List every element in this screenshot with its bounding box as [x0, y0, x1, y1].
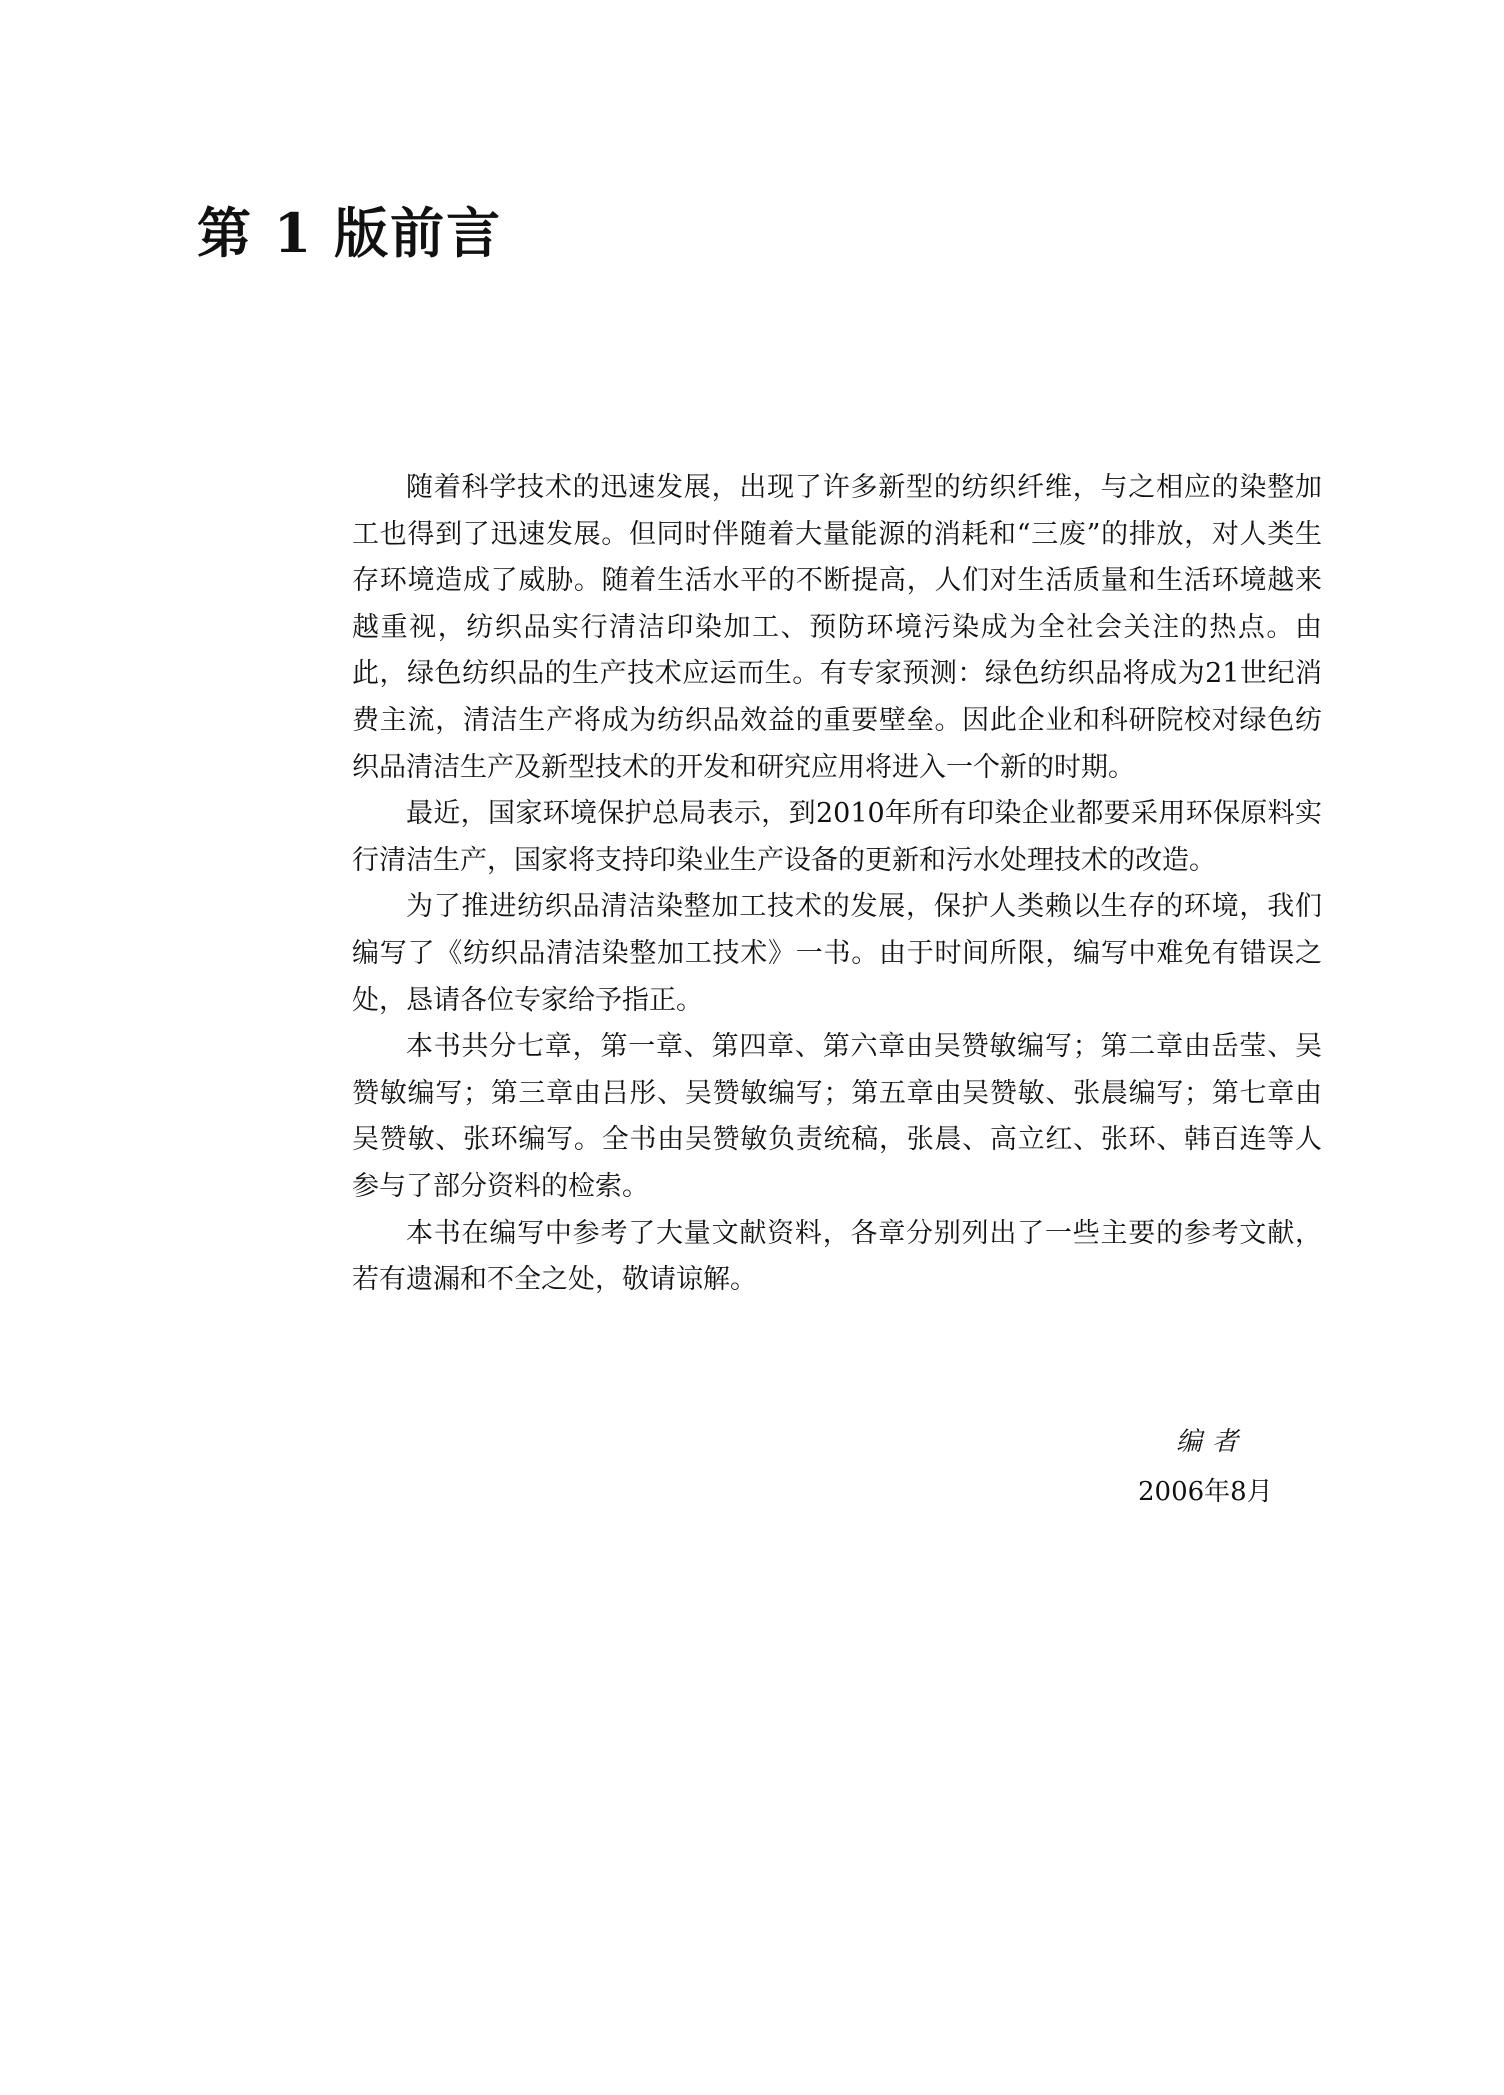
preface-paragraph-2: 最近，国家环境保护总局表示，到2010年所有印染企业都要采用环保原料实行清洁生产，国家将支持印染业生产设备的更新和污水处理技术的改造。 [352, 798, 1322, 876]
preface-paragraph-1: 随着科学技术的迅速发展，出现了许多新型的纺织纤维，与之相应的染整加工也得到了迅速发展。但同时伴随着大量能源的消耗和“三废”的排放，对人类生存环境造成了威胁。随着生活水平的不断提高，人们对生活质量和生活环境越来越重视，纺织品实行清洁印染加工、预防环境污染成为全社会关注的热点。由此，绿色纺织品的生产技术应运而生。有专家预测：绿色纺织品将成为21世纪消费主流，清洁生产将成为纺织品效益的重要壁垒。因此企业和科研院校对绿色纺织品清洁生产及新型技术的开发和研究应用将进入一个新的时期。 [352, 472, 1322, 783]
page-title: 第 1 版前言 [197, 201, 503, 265]
preface-body [352, 465, 1322, 1304]
preface-paragraph-4: 本书共分七章，第一章、第四章、第六章由吴赞敏编写；第二章由岳莹、吴赞敏编写；第三章由吕彤、吴赞敏编写；第五章由吴赞敏、张晨编写；第七章由吴赞敏、张环编写。全书由吴赞敏负责统稿，张晨、高立红、张环、韩百连等人参与了部分资料的检索。 [352, 1031, 1322, 1202]
signature-author: 编者 [1176, 1427, 1249, 1457]
signature-date: 2006年8月 [1138, 1477, 1273, 1507]
preface-paragraph-5: 本书在编写中参考了大量文献资料，各章分别列出了一些主要的参考文献，若有遗漏和不全之处，敬请谅解。 [352, 1217, 1322, 1296]
preface-paragraph-3: 为了推进纺织品清洁染整加工技术的发展，保护人类赖以生存的环境，我们编写了《纺织品清洁染整加工技术》一书。由于时间所限，编写中难免有错误之处，恳请各位专家给予指正。 [352, 891, 1322, 1016]
